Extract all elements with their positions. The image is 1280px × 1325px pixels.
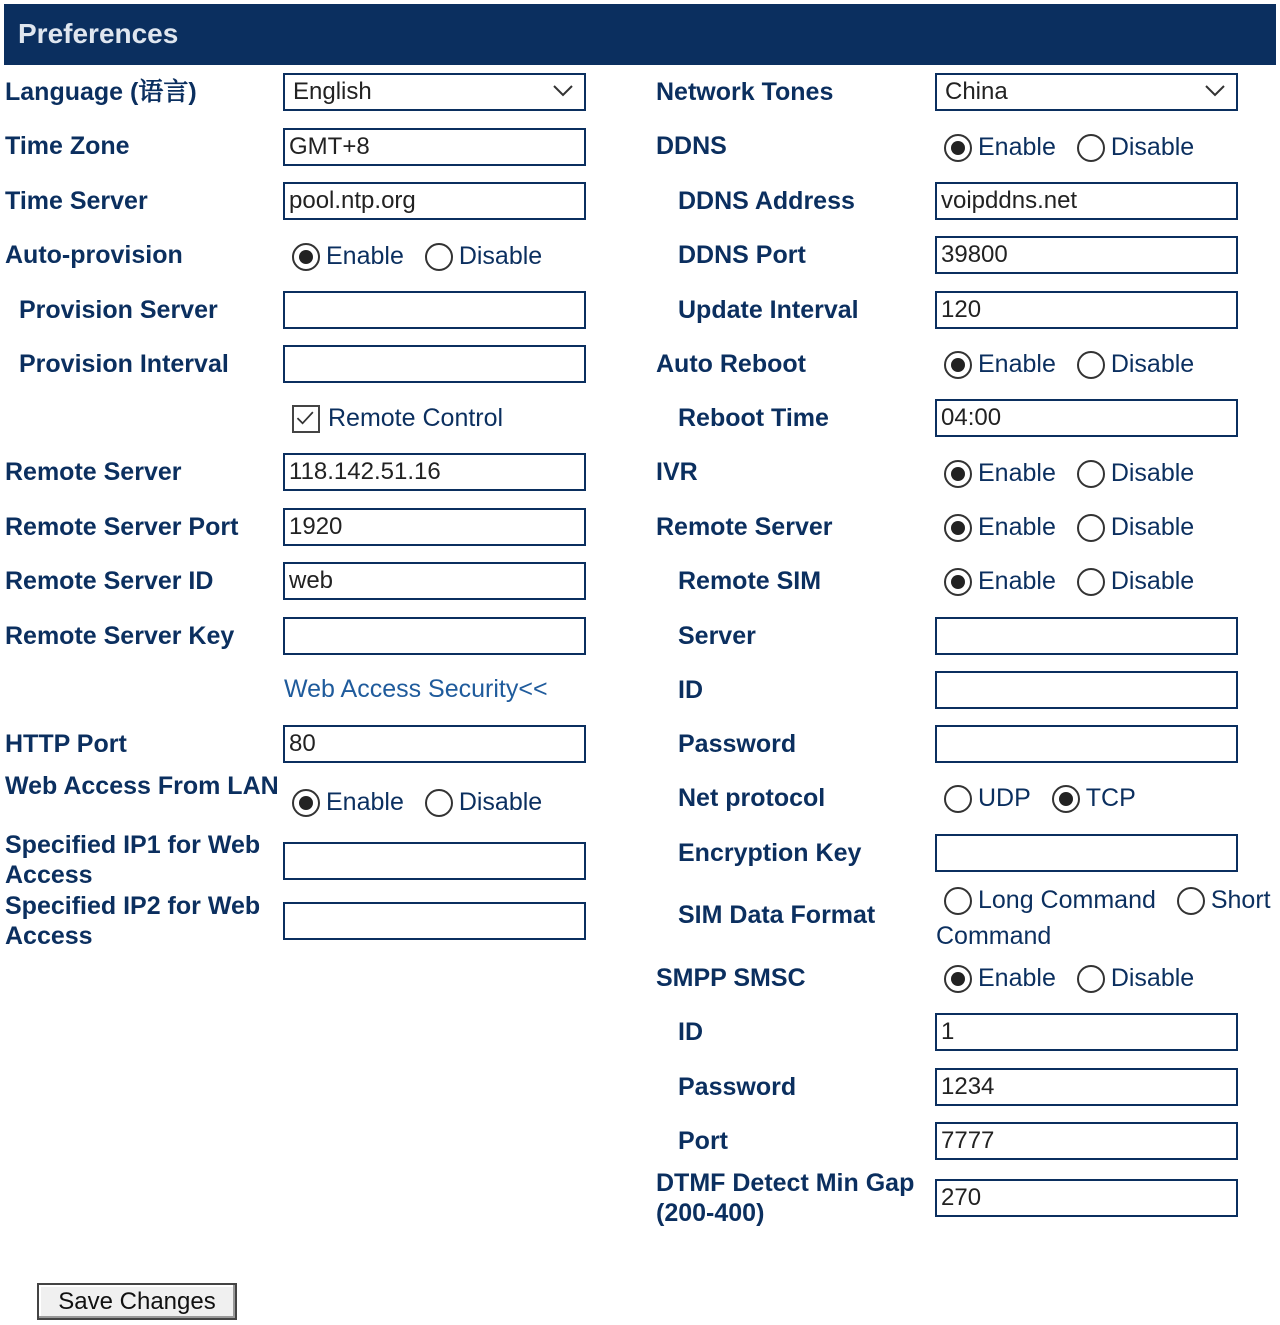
- time-zone-input[interactable]: [283, 128, 586, 166]
- radio-empty-icon: [425, 243, 453, 271]
- radio-label: Short: [1210, 886, 1271, 914]
- radio-label: Disable: [1110, 350, 1195, 378]
- radio-label: Disable: [1110, 133, 1195, 161]
- radio-empty-icon: [944, 785, 972, 813]
- radio-label: Disable: [458, 242, 543, 270]
- ivr-disable-radio[interactable]: [1077, 459, 1194, 488]
- web-access-lan-enable-radio[interactable]: [292, 788, 404, 817]
- time-server-input[interactable]: [283, 182, 586, 220]
- ddns-address-label: DDNS Address: [678, 187, 855, 215]
- web-access-lan-disable-radio[interactable]: [425, 788, 542, 817]
- ddns-address-input[interactable]: [935, 182, 1238, 220]
- smpp-password-input[interactable]: [935, 1068, 1238, 1106]
- radio-label: Disable: [1110, 964, 1195, 992]
- provision-server-input[interactable]: [283, 291, 586, 329]
- web-access-security-link[interactable]: Web Access Security<<: [284, 675, 548, 703]
- net-protocol-label: Net protocol: [678, 784, 826, 812]
- auto-provision-radios: [292, 242, 556, 276]
- radio-empty-icon: [425, 789, 453, 817]
- remote-server-port-label: Remote Server Port: [5, 513, 239, 541]
- remote-sim-label: Remote SIM: [678, 567, 822, 595]
- password-label: Password: [678, 730, 797, 758]
- time-zone-label: Time Zone: [5, 132, 130, 160]
- server-input[interactable]: [935, 617, 1238, 655]
- smpp-password-label: Password: [678, 1073, 797, 1101]
- password-input[interactable]: [935, 725, 1238, 763]
- provision-interval-label: Provision Interval: [19, 350, 229, 378]
- id-input[interactable]: [935, 671, 1238, 709]
- auto-provision-disable-radio[interactable]: [425, 242, 542, 271]
- radio-label: Enable: [326, 242, 404, 270]
- ip1-input[interactable]: [283, 842, 586, 880]
- auto-reboot-label: Auto Reboot: [656, 350, 806, 378]
- ddns-port-label: DDNS Port: [678, 241, 806, 269]
- network-tones-select-value: China: [945, 78, 1008, 105]
- ddns-label: DDNS: [656, 132, 727, 160]
- radio-selected-icon: [944, 134, 972, 162]
- radio-selected-icon: [944, 568, 972, 596]
- ivr-enable-radio[interactable]: [944, 459, 1056, 488]
- radio-label: Disable: [1110, 459, 1195, 487]
- language-select-value: English: [293, 78, 372, 105]
- radio-selected-icon: [944, 460, 972, 488]
- remote-control-checkbox[interactable]: [292, 404, 503, 433]
- radio-empty-icon: [1077, 134, 1105, 162]
- web-access-lan-label: Web Access From LAN: [5, 772, 279, 800]
- radio-label: Enable: [978, 459, 1056, 487]
- remote-server-label: Remote Server: [5, 458, 182, 486]
- radio-empty-icon: [1177, 887, 1205, 915]
- reboot-time-label: Reboot Time: [678, 404, 829, 432]
- sim-data-format-label: SIM Data Format: [678, 901, 876, 929]
- radio-empty-icon: [1077, 514, 1105, 542]
- remote-server-id-label: Remote Server ID: [5, 567, 214, 595]
- remote-server-id-input[interactable]: [283, 562, 586, 600]
- preferences-header: [4, 4, 1276, 65]
- sim-data-format-radios: [944, 886, 1271, 920]
- remote-server-port-input[interactable]: [283, 508, 586, 546]
- page-title: Preferences: [18, 18, 179, 49]
- radio-label: Enable: [326, 788, 404, 816]
- remote-server-radios: [944, 513, 1208, 547]
- chevron-down-icon: [552, 79, 574, 101]
- time-server-label: Time Server: [5, 187, 148, 215]
- radio-label: Disable: [1110, 513, 1195, 541]
- http-port-input[interactable]: [283, 725, 586, 763]
- remote-server-key-label: Remote Server Key: [5, 622, 235, 650]
- smpp-smsc-radios: [944, 964, 1208, 998]
- ip2-label: Specified IP2 for Web Access: [5, 892, 261, 950]
- radio-label: Disable: [458, 788, 543, 816]
- save-changes-button[interactable]: Save Changes: [37, 1283, 237, 1320]
- radio-empty-icon: [1077, 460, 1105, 488]
- net-protocol-radios: [944, 784, 1150, 818]
- remote-server-enable-radio[interactable]: [944, 513, 1056, 542]
- radio-selected-icon: [944, 351, 972, 379]
- encryption-key-label: Encryption Key: [678, 839, 862, 867]
- remote-server-key-input[interactable]: [283, 617, 586, 655]
- radio-selected-icon: [944, 514, 972, 542]
- remote-server-input[interactable]: [283, 453, 586, 491]
- dtmf-gap-input[interactable]: [935, 1179, 1238, 1217]
- network-tones-select[interactable]: [935, 73, 1238, 111]
- checkbox-checked-icon: [292, 405, 320, 433]
- provision-interval-input[interactable]: [283, 345, 586, 383]
- radio-empty-icon: [1077, 965, 1105, 993]
- ip1-label: Specified IP1 for Web Access: [5, 831, 261, 889]
- radio-label: Enable: [978, 567, 1056, 595]
- id-label: ID: [678, 676, 703, 704]
- ivr-radios: [944, 459, 1208, 493]
- language-label: Language (语言): [5, 78, 197, 106]
- ivr-label: IVR: [656, 458, 698, 486]
- ddns-disable-radio[interactable]: [1077, 133, 1194, 162]
- radio-label: Disable: [1110, 567, 1195, 595]
- radio-label: Enable: [978, 350, 1056, 378]
- net-protocol-tcp-radio[interactable]: [1052, 784, 1136, 813]
- ddns-radios: [944, 133, 1208, 167]
- auto-provision-enable-radio[interactable]: [292, 242, 404, 271]
- http-port-label: HTTP Port: [5, 730, 127, 758]
- reboot-time-input[interactable]: [935, 399, 1238, 437]
- ip2-input[interactable]: [283, 902, 586, 940]
- radio-empty-icon: [1077, 568, 1105, 596]
- encryption-key-input[interactable]: [935, 834, 1238, 872]
- auto-reboot-enable-radio[interactable]: [944, 350, 1056, 379]
- radio-label: UDP: [978, 784, 1031, 812]
- radio-label: Enable: [978, 513, 1056, 541]
- radio-selected-icon: [944, 965, 972, 993]
- smpp-smsc-enable-radio[interactable]: [944, 964, 1056, 993]
- radio-label: Enable: [978, 964, 1056, 992]
- radio-selected-icon: [292, 789, 320, 817]
- radio-label: Long Command: [978, 886, 1156, 914]
- remote-sim-disable-radio[interactable]: [1077, 567, 1194, 596]
- smpp-id-input[interactable]: [935, 1013, 1238, 1051]
- provision-server-label: Provision Server: [19, 296, 218, 324]
- sim-data-format-short-radio[interactable]: [1177, 886, 1271, 915]
- ddns-enable-radio[interactable]: [944, 133, 1056, 162]
- radio-selected-icon: [292, 243, 320, 271]
- remote-control-label: Remote Control: [328, 404, 504, 432]
- remote-sim-radios: [944, 567, 1208, 601]
- language-select[interactable]: [283, 73, 586, 111]
- update-interval-input[interactable]: [935, 291, 1238, 329]
- web-access-lan-radios: [292, 788, 556, 822]
- radio-label: TCP: [1085, 784, 1136, 812]
- smpp-port-label: Port: [678, 1127, 728, 1155]
- chevron-down-icon: [1204, 79, 1226, 101]
- sim-data-format-short-label-cont: Command: [936, 922, 1052, 950]
- radio-empty-icon: [944, 887, 972, 915]
- ddns-port-input[interactable]: [935, 236, 1238, 274]
- smpp-id-label: ID: [678, 1018, 703, 1046]
- sim-data-format-long-radio[interactable]: [944, 886, 1156, 915]
- radio-selected-icon: [1052, 785, 1080, 813]
- auto-provision-label: Auto-provision: [5, 241, 183, 269]
- auto-reboot-radios: [944, 350, 1208, 384]
- server-label: Server: [678, 622, 756, 650]
- dtmf-gap-label: DTMF Detect Min Gap (200-400): [656, 1169, 915, 1227]
- smpp-smsc-label: SMPP SMSC: [656, 964, 806, 992]
- remote-server-disable-radio[interactable]: [1077, 513, 1194, 542]
- remote-sim-enable-radio[interactable]: [944, 567, 1056, 596]
- smpp-smsc-disable-radio[interactable]: [1077, 964, 1194, 993]
- update-interval-label: Update Interval: [678, 296, 859, 324]
- network-tones-label: Network Tones: [656, 78, 834, 106]
- radio-empty-icon: [1077, 351, 1105, 379]
- auto-reboot-disable-radio[interactable]: [1077, 350, 1194, 379]
- radio-label: Enable: [978, 133, 1056, 161]
- net-protocol-udp-radio[interactable]: [944, 784, 1031, 813]
- smpp-port-input[interactable]: [935, 1122, 1238, 1160]
- remote-server-mode-label: Remote Server: [656, 513, 833, 541]
